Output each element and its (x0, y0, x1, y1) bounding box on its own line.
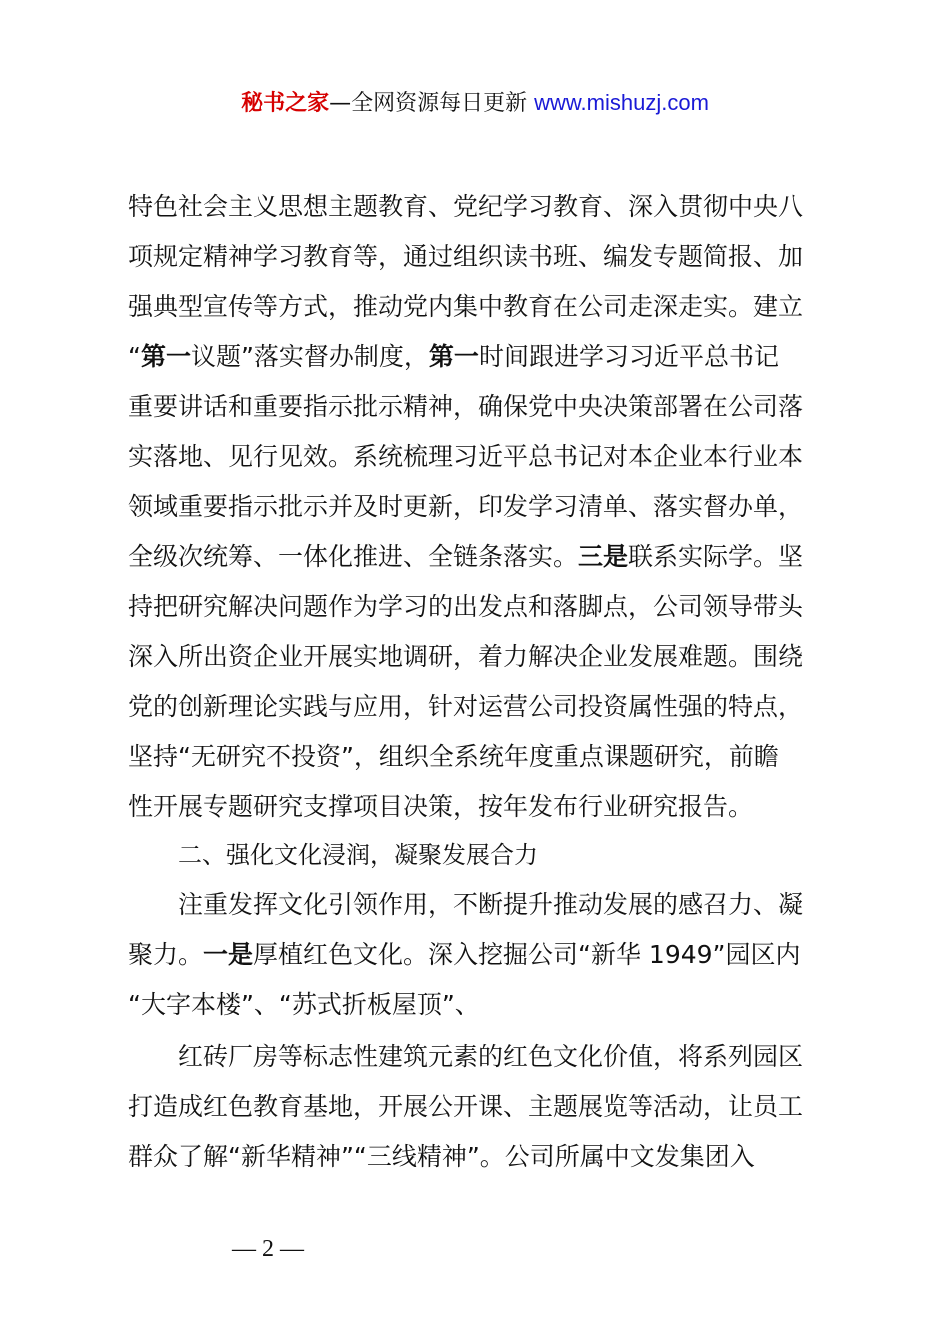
text-line: 党的创新理论实践与应用，针对运营公司投资属性强的特点， (128, 692, 804, 721)
text-line: 深入所出资企业开展实地调研，着力解决企业发展难题。围绕 (128, 642, 804, 671)
page-number: — 2 — (232, 1236, 304, 1262)
bold-span: 第一 (428, 342, 479, 371)
text-line (128, 540, 803, 574)
text-line: 性开展专题研究支撑项目决策，按年发布行业研究报告。 (128, 792, 754, 821)
text-line (128, 938, 801, 972)
text-line: 强典型宣传等方式，推动党内集中教育在公司走深走实。建立 (128, 292, 804, 321)
header-tagline: —全网资源每日更新 (329, 91, 528, 116)
text-span: 议题”落实督办制度， (190, 342, 429, 371)
text-span: 厚植红色文化。深入挖掘公司“新华 1949”园区内 (253, 940, 801, 969)
text-line: “大字本楼”、“苏式折板屋顶”、 (128, 990, 480, 1019)
bold-span: 第一 (140, 342, 191, 371)
text-span: 联系实际学。坚 (628, 542, 804, 571)
bold-span: 一是 (203, 940, 254, 969)
text-line: 项规定精神学习教育等，通过组织读书班、编发专题简报、加 (128, 242, 804, 271)
text-line: 红砖厂房等标志性建筑元素的红色文化价值，将系列园区 (178, 1042, 804, 1071)
brand-name: 秘书之家 (241, 91, 330, 116)
text-line (128, 340, 779, 374)
section-heading: 二、强化文化浸润，凝聚发展合力 (178, 841, 538, 869)
bold-span: 三是 (578, 542, 629, 571)
site-url[interactable]: www.mishuzj.com (534, 90, 709, 115)
text-line: 实落地、见行见效。系统梳理习近平总书记对本企业本行业本 (128, 442, 804, 471)
text-line: 持把研究解决问题作为学习的出发点和落脚点，公司领导带头 (128, 592, 804, 621)
text-span: 时间跟进学习习近平总书记 (478, 342, 779, 371)
text-span: “ (128, 342, 141, 371)
text-span: 全级次统筹、一体化推进、全链条落实。 (128, 542, 579, 571)
text-line: 特色社会主义思想主题教育、党纪学习教育、深入贯彻中央八 (128, 192, 804, 221)
text-line: 坚持“无研究不投资”，组织全系统年度重点课题研究，前瞻 (128, 742, 779, 771)
text-span: 聚力。 (128, 940, 204, 969)
text-line: 打造成红色教育基地，开展公开课、主题展览等活动，让员工 (128, 1092, 804, 1121)
text-line: 领域重要指示批示并及时更新，印发学习清单、落实督办单， (128, 492, 804, 521)
site-header (0, 86, 950, 121)
text-line: 注重发挥文化引领作用，不断提升推动发展的感召力、凝 (178, 890, 804, 919)
text-line: 群众了解“新华精神”“三线精神”。公司所属中文发集团入 (128, 1142, 755, 1171)
text-line: 重要讲话和重要指示批示精神，确保党中央决策部署在公司落 (128, 392, 804, 421)
